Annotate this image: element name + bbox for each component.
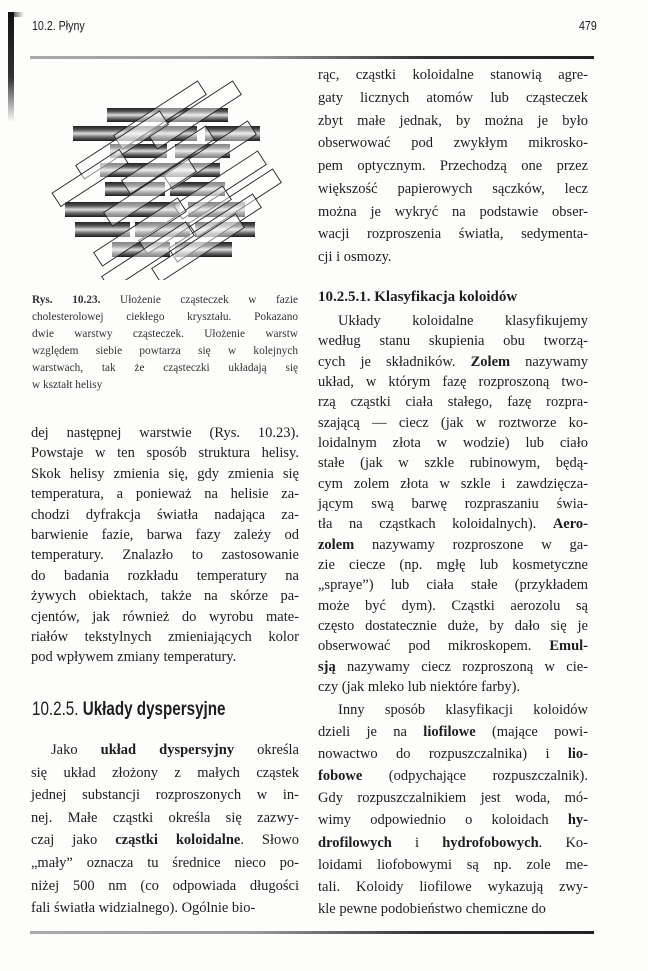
text-line [318, 246, 588, 269]
figure-cholesteric-liquid-crystal [50, 60, 310, 280]
text-segment: (mające powi- [475, 724, 588, 741]
text-segment: obserwować pod mikroskopem. [318, 638, 550, 655]
header-rule [30, 56, 594, 59]
text-line [31, 464, 299, 484]
text-line [318, 832, 588, 854]
text-segment: nazywamy rozproszone w ga- [354, 536, 588, 553]
text-line [31, 807, 299, 830]
text-segment: rzą cząstki ciała stałego, fazę rozpra- [318, 394, 588, 411]
right-paragraph-1 [318, 64, 588, 269]
text-segment: chodzi dyfrakcja światła nadająca za- [31, 506, 299, 523]
page-number: 479 [579, 18, 597, 33]
text-segment: dej następnej warstwie (Rys. 10.23). [31, 425, 299, 441]
text-line [318, 372, 588, 392]
text-line [318, 494, 588, 514]
text-segment: większość papierowych sączków, lecz [318, 180, 588, 197]
text-line [318, 616, 588, 636]
text-segment: żywych obiektach, także na skórze pa- [31, 588, 299, 605]
text-line [318, 898, 588, 920]
figure-caption [32, 292, 298, 394]
text-segment: fali światła widzialnego). Ogólnie bio- [31, 900, 256, 917]
text-segment: się układ złożony z małych cząstek [31, 764, 299, 781]
text-segment: Gdy rozpuszczalnikiem jest woda, mó- [318, 790, 588, 807]
text-line [318, 596, 588, 616]
text-line [318, 809, 588, 831]
bold-term: zolem [318, 536, 355, 553]
text-segment: często dostatecznie duże, by dało się je [318, 617, 588, 634]
text-segment: Inny sposób klasyfikacji koloidów [338, 702, 588, 718]
text-line [318, 64, 588, 87]
text-segment: cji i osmozy. [318, 249, 392, 265]
text-line [318, 474, 588, 494]
right-paragraph-2 [318, 311, 588, 697]
top-layer-molecules [52, 81, 281, 280]
text-line [31, 762, 299, 785]
text-line [31, 423, 299, 443]
text-line [31, 545, 299, 565]
bold-term: Zolem [470, 353, 511, 370]
text-line [32, 292, 298, 309]
bold-term: Aero- [552, 516, 588, 533]
bold-term: układ dyspersyjny [100, 742, 235, 758]
text-line [31, 852, 299, 875]
text-line [318, 575, 588, 595]
bold-term: hy- [567, 812, 588, 829]
text-line [318, 155, 588, 178]
text-segment: nowactwo do rozpuszczalnika) i [318, 746, 568, 763]
text-line [318, 677, 588, 697]
text-line [318, 657, 588, 677]
text-segment: jącym swą barwę rozpraszaniu świa- [318, 495, 588, 512]
text-segment: kle pewne podobieństwo chemiczne do [318, 900, 546, 917]
text-segment: cholesterolowej ciekłego kryształu. Pokazano [32, 311, 298, 323]
text-line [31, 607, 299, 627]
text-segment: i [391, 834, 443, 851]
text-segment: Ułożenie cząsteczek w fazie [100, 294, 298, 306]
bold-term: Rys. 10.23. [32, 294, 101, 306]
text-segment: cjentów, jak również do wyrobu mate- [31, 608, 299, 625]
text-line [32, 326, 298, 343]
text-segment: zbyt małe jednak, by można je było [318, 112, 588, 129]
running-header-section: 10.2. Płyny [32, 18, 85, 33]
text-line [318, 392, 588, 412]
text-line [32, 360, 298, 377]
text-segment: „mały” oznacza tu średnice nieco po- [31, 854, 299, 871]
text-segment: Powstaje w ten sposób struktura helisy. [31, 445, 299, 462]
text-line [318, 535, 588, 555]
text-segment: może być dym). Cząstki aerozolu są [318, 597, 588, 614]
text-segment: dzieli je na [318, 724, 424, 741]
text-line [318, 636, 588, 656]
text-segment: temperatura, a ponieważ na helisie za- [31, 486, 299, 503]
text-segment: Układy koloidalne klasyfikujemy [338, 313, 588, 329]
text-segment: barwienie fazie, barwa fazy zależy od [31, 527, 299, 544]
text-line [318, 787, 588, 809]
subsection-heading: 10.2.5.1. Klasyfikacja koloidów [318, 289, 518, 305]
text-segment: Jako [51, 742, 101, 758]
text-line [318, 453, 588, 473]
text-line [31, 875, 299, 898]
text-line [31, 505, 299, 525]
text-segment: układ, w którym fazę rozproszoną two- [318, 373, 588, 390]
text-line [318, 743, 588, 765]
text-segment: . Słowo [240, 832, 299, 849]
text-segment: obserwować pod zwykłym mikrosko- [318, 135, 588, 152]
text-line [31, 484, 299, 504]
text-segment: niżej 500 nm (co odpowiada długości [31, 877, 299, 894]
text-line [318, 699, 588, 721]
text-line [318, 514, 588, 534]
text-segment: szającą — ciecz (jak w roztworze ko- [318, 414, 588, 431]
text-segment: temperatury. Znalazło to zastosowanie [31, 547, 299, 564]
text-line [32, 309, 298, 326]
text-line [31, 566, 299, 586]
text-line [31, 627, 299, 647]
text-segment: dwie warstwy cząsteczek. Ułożenie warstw [32, 328, 298, 340]
text-segment: czy (jak mleko lub niektóre farby). [318, 678, 521, 695]
text-line [31, 647, 299, 667]
text-line [318, 433, 588, 453]
text-segment: według stanu skupienia obu tworzą- [318, 333, 588, 350]
text-line [318, 413, 588, 433]
text-line [318, 352, 588, 372]
text-line [31, 739, 299, 762]
section-heading [32, 699, 226, 721]
text-segment: nazywamy ciecz rozproszoną w cie- [335, 658, 588, 675]
text-segment: warstwach, tak że cząsteczki układają się [32, 362, 298, 374]
scan-binding-shadow-top [8, 12, 24, 17]
text-segment: pem optycznym. Przechodzą one przez [318, 158, 588, 174]
text-segment: pod wpływem zmiany temperatury. [31, 649, 237, 666]
text-segment: cym zolem złota w szkle i zawdzięcza- [318, 475, 588, 492]
left-paragraph-1 [31, 423, 299, 668]
text-segment: loidami liofobowymi są np. zole me- [318, 856, 588, 873]
text-line [318, 110, 588, 133]
text-line [31, 784, 299, 807]
footer-rule [30, 931, 594, 934]
text-segment: tła na cząstkach koloidalnych). [318, 516, 553, 533]
text-segment: w kształt helisy [32, 379, 103, 391]
section-number: 10.2.5. [32, 699, 79, 720]
text-segment: jednej substancji rozproszonych w in- [31, 787, 299, 804]
right-paragraph-3 [318, 699, 588, 920]
text-segment: Skok helisy zmienia się, gdy zmienia się [31, 465, 299, 482]
text-segment: względem siebie powtarza się w kolejnych [32, 345, 298, 357]
text-line [318, 721, 588, 743]
text-segment: można je wykryć na podstawie obser- [318, 203, 588, 220]
bold-term: Emul- [549, 638, 588, 655]
text-line [318, 854, 588, 876]
text-segment: do badania rozkładu temperatury na [31, 567, 299, 584]
bold-term: hydrofobowych [442, 834, 539, 851]
text-line [318, 87, 588, 110]
text-segment: nazywamy [510, 353, 588, 370]
text-segment: loidalnym złota w wodzie) lub ciało [318, 434, 588, 451]
text-line [318, 555, 588, 575]
bold-term: liofilowe [423, 724, 476, 741]
bold-term: lio- [567, 746, 588, 763]
text-line [318, 876, 588, 898]
text-line [31, 829, 299, 852]
text-line [32, 343, 298, 360]
text-line [32, 377, 298, 394]
text-segment: (odpychające rozpuszczalnik). [362, 768, 588, 785]
text-segment: nej. Małe cząstki określa się zazwy- [31, 809, 299, 826]
bold-term: sją [318, 658, 336, 675]
text-segment: stałe (jak w szkle rubinowym, będą- [318, 455, 588, 472]
text-line [318, 765, 588, 787]
text-segment: rąc, cząstki koloidalne stanowią agre- [318, 67, 588, 83]
section-title: Układy dyspersyjne [82, 699, 226, 720]
scan-binding-shadow [8, 12, 14, 122]
text-segment: tali. Koloidy liofilowe wykazują zwy- [318, 878, 588, 895]
text-line [318, 132, 588, 155]
text-segment: wimy odpowiednio o koloidach [318, 812, 568, 829]
text-segment: czaj jako [31, 832, 116, 849]
text-segment: określa [234, 742, 299, 758]
text-line [318, 311, 588, 331]
text-segment: gaty licznych atomów lub cząsteczek [318, 89, 588, 106]
text-line [318, 223, 588, 246]
text-line [318, 178, 588, 201]
text-line [318, 201, 588, 224]
text-segment: zie ciecze (np. mgłę lub kosmetyczne [318, 556, 588, 573]
text-line [31, 897, 299, 920]
text-line [31, 443, 299, 463]
bold-term: drofilowych [318, 834, 392, 851]
text-segment: „spraye”) lub ciała stałe (przykładem [318, 577, 588, 594]
text-line [31, 525, 299, 545]
text-segment: riałów tekstylnych zmieniających kolor [31, 629, 299, 646]
text-segment: cych je składników. [318, 353, 471, 370]
text-segment: wacji rozproszenia światła, sedymenta- [318, 226, 588, 243]
text-line [318, 331, 588, 351]
text-line [31, 586, 299, 606]
bold-term: cząstki koloidalne [115, 832, 241, 849]
left-paragraph-2 [31, 739, 299, 920]
bold-term: fobowe [318, 768, 363, 785]
text-segment: . Ko- [538, 834, 588, 851]
